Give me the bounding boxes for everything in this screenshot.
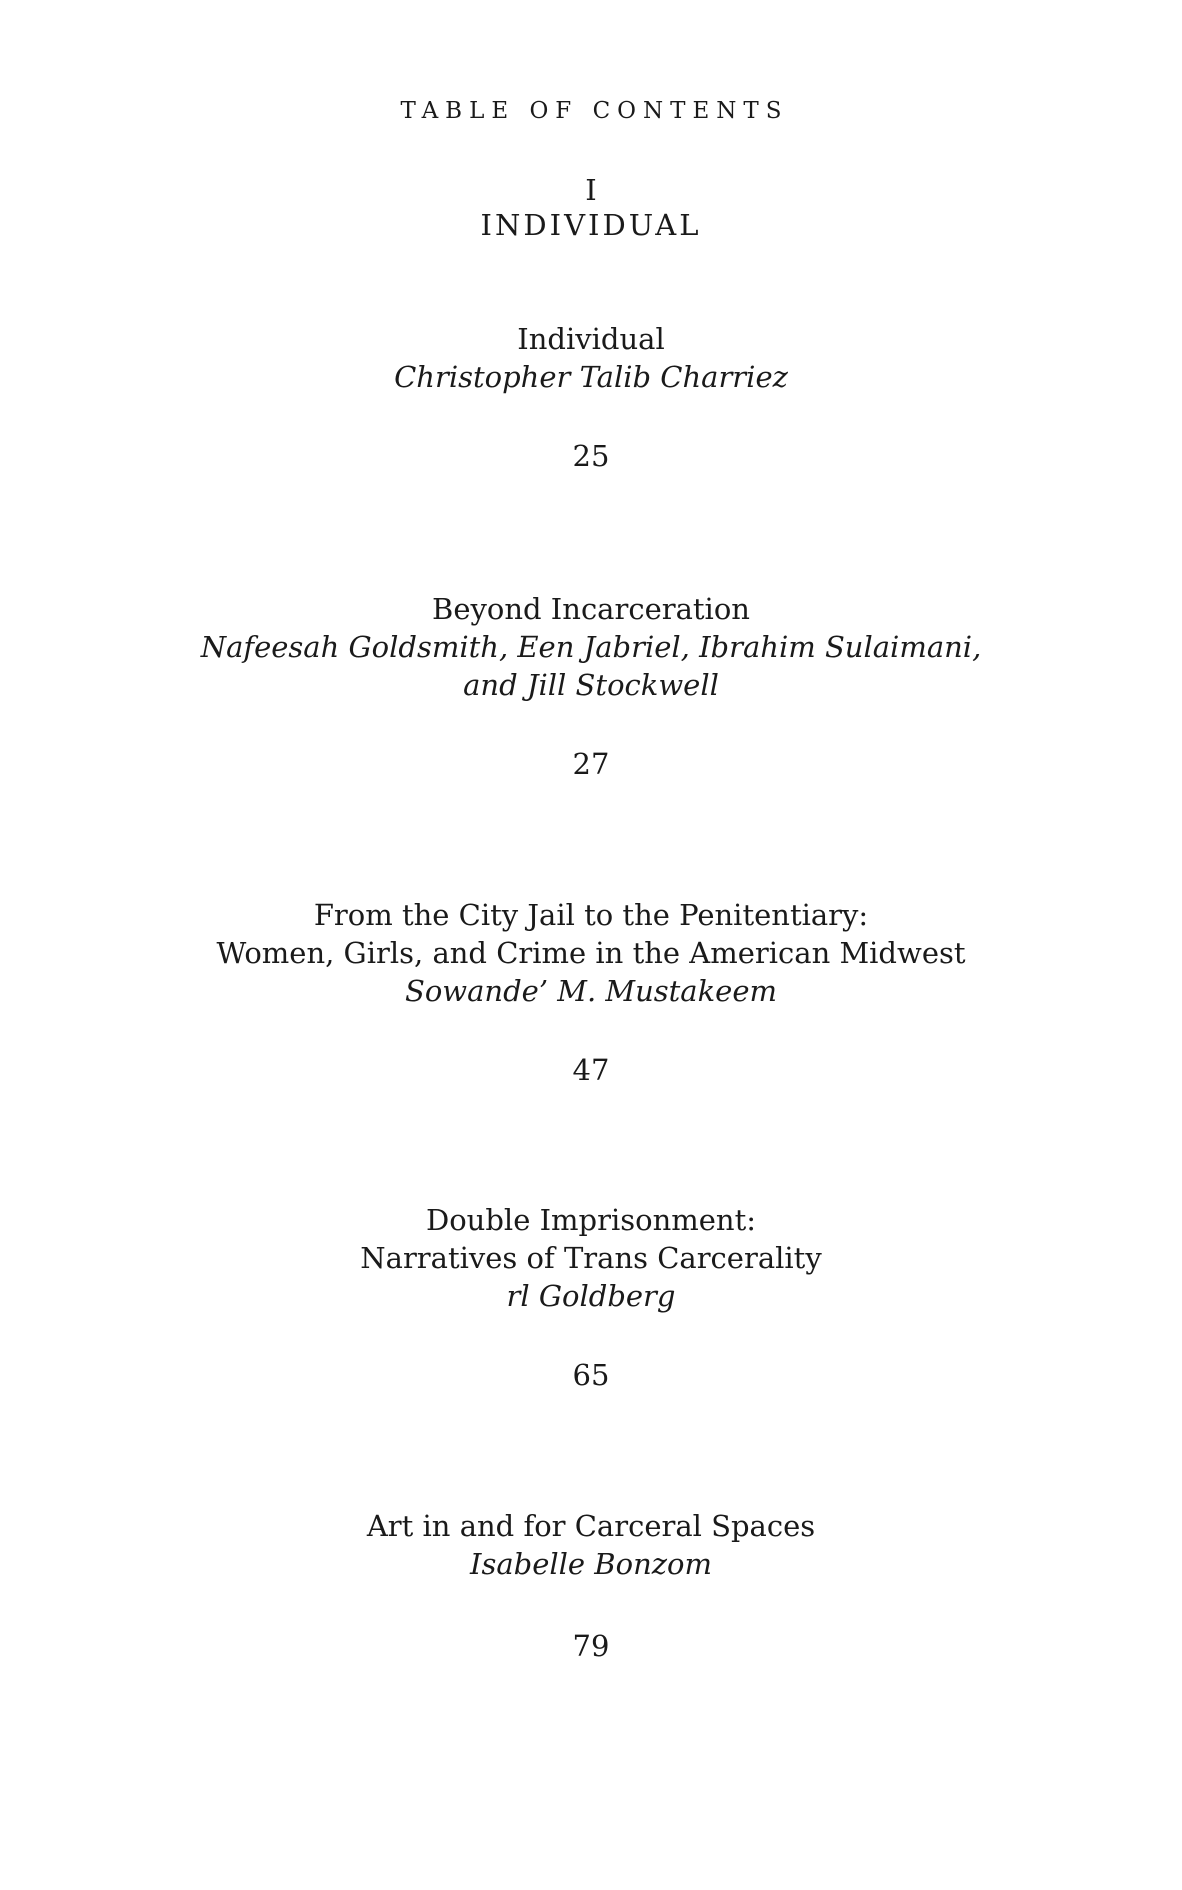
entry-page-number: 27 [572,747,610,781]
entry-subtitle: Women, Girls, and Crime in the American Midwest [216,936,966,970]
entry-author: rl Goldberg [506,1279,676,1313]
entry-author: Christopher Talib Charriez [394,360,788,394]
entry-page-number: 47 [572,1053,610,1087]
entry-title: Individual [517,322,665,356]
part-number: I [585,173,597,207]
part-title: INDIVIDUAL [480,208,702,242]
entry-page-number: 65 [572,1358,610,1392]
entry-title: Double Imprisonment: [425,1203,757,1237]
toc-entry[interactable] [0,320,1182,475]
toc-entry[interactable] [0,896,1182,1089]
entry-author: Sowande’ M. Mustakeem [404,974,777,1008]
entry-subtitle: Narratives of Trans Carcerality [360,1241,822,1275]
entry-author-continued: and Jill Stockwell [463,668,719,702]
entry-author: Nafeesah Goldsmith, Een Jabriel, Ibrahim Sulaimani, [200,630,982,664]
toc-heading: TABLE OF CONTENTS [400,98,789,124]
entry-title: Art in and for Carceral Spaces [366,1509,816,1543]
entry-title: Beyond Incarceration [432,592,750,626]
entry-page-number: 79 [572,1629,610,1663]
toc-entry[interactable] [0,1201,1182,1394]
toc-entry[interactable] [0,590,1182,783]
entry-author: Isabelle Bonzom [470,1547,712,1581]
entry-page-number: 25 [572,439,610,473]
toc-entry[interactable] [0,1507,1182,1665]
entry-title: From the City Jail to the Penitentiary: [313,898,869,932]
